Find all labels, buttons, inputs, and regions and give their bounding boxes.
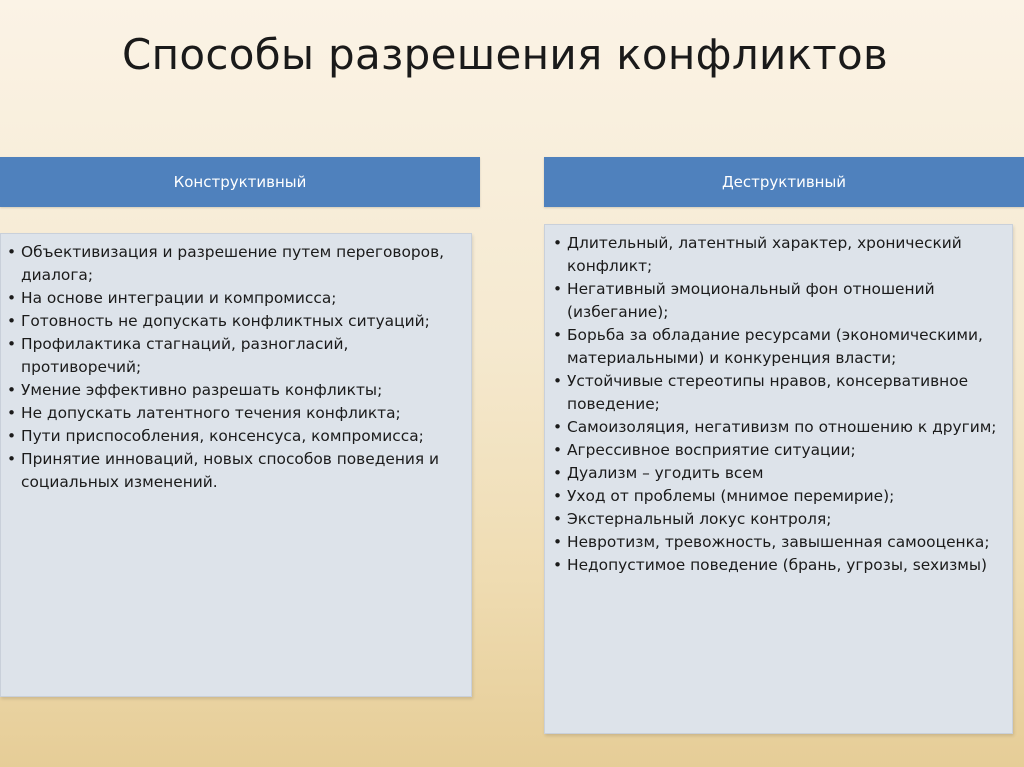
list-item: • Самоизоляция, негативизм по отношению к другим; — [553, 418, 997, 436]
constructive-header — [0, 157, 480, 207]
constructive-list-box — [0, 233, 472, 697]
list-item: • Умение эффективно разрешать конфликты; — [7, 381, 383, 399]
list-item: • Недопустимое поведение (брань, угрозы, sexизмы) — [553, 556, 988, 574]
list-item: • Уход от проблемы (мнимое перемирие); — [553, 487, 895, 505]
list-item: • Пути приспособления, консенсуса, компромисса; — [7, 427, 424, 445]
list-item: • Негативный эмоциональный фон отношений (избегание); — [553, 280, 935, 321]
list-item: • Невротизм, тревожность, завышенная самооценка; — [553, 533, 990, 551]
destructive-list-box — [544, 224, 1013, 734]
list-item: • Не допускать латентного течения конфликта; — [7, 404, 401, 422]
destructive-header-label: Деструктивный — [721, 173, 847, 191]
list-item: • Длительный, латентный характер, хронический конфликт; — [553, 234, 962, 275]
list-item: • Борьба за обладание ресурсами (экономическими, материальными) и конкуренция власти; — [553, 326, 983, 367]
list-item: • Принятие инноваций, новых способов поведения и социальных изменений. — [7, 450, 440, 491]
destructive-list — [553, 232, 1004, 577]
list-item: • Готовность не допускать конфликтных ситуаций; — [7, 312, 430, 330]
list-item: • Объективизация и разрешение путем переговоров, диалога; — [7, 243, 445, 284]
destructive-header — [544, 157, 1024, 207]
constructive-list — [7, 241, 463, 494]
list-item: • Устойчивые стереотипы нравов, консервативное поведение; — [553, 372, 969, 413]
list-item: • Профилактика стагнаций, разногласий, противоречий; — [7, 335, 349, 376]
slide-title: Способы разрешения конфликтов — [121, 30, 889, 79]
constructive-header-label: Конструктивный — [173, 173, 307, 191]
list-item: • На основе интеграции и компромисса; — [7, 289, 337, 307]
list-item: • Дуализм – угодить всем — [553, 464, 764, 482]
list-item: • Экстернальный локус контроля; — [553, 510, 832, 528]
list-item: • Агрессивное восприятие ситуации; — [553, 441, 856, 459]
